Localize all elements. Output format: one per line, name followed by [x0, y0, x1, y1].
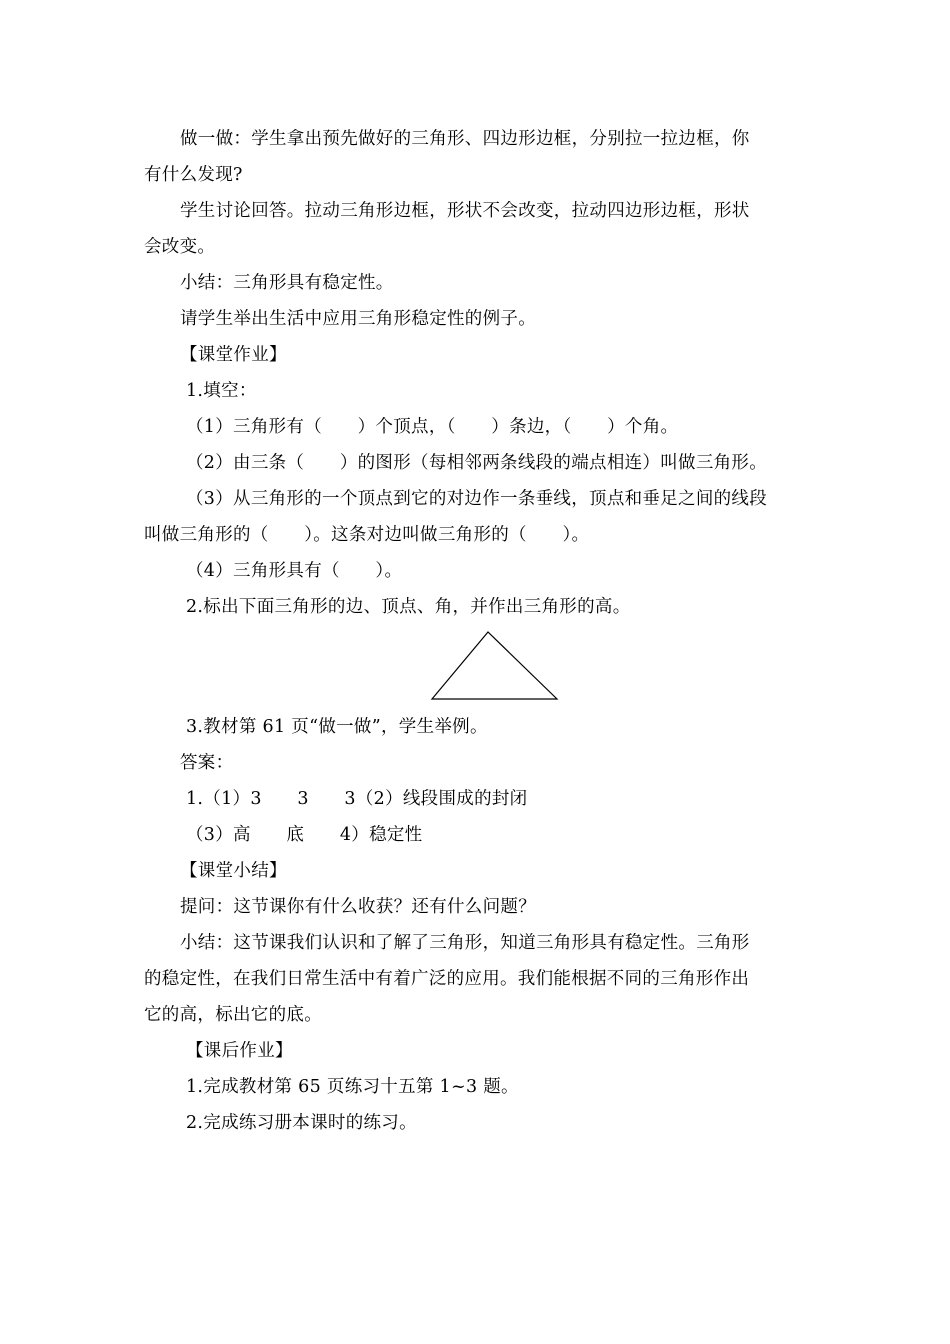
answer-line-1: 1.（1）3 3 3（2）线段围成的封闭: [186, 789, 528, 809]
section-heading-classwork: 【课堂作业】: [180, 345, 287, 365]
answer-line-2: （3）高 底 4）稳定性: [186, 825, 423, 845]
section-heading-homework: 【课后作业】: [186, 1041, 293, 1061]
section-heading-class-summary: 【课堂小结】: [180, 861, 287, 881]
summary-paragraph-line-3: 它的高，标出它的底。: [144, 1005, 322, 1025]
question-1-item-3-line-2: 叫做三角形的（ ）。这条对边叫做三角形的（ ）。: [144, 525, 590, 545]
question-3: 3.教材第 61 页“做一做”，学生举例。: [186, 717, 488, 737]
question-prompt: 提问：这节课你有什么收获？还有什么问题？: [180, 897, 536, 917]
discussion-paragraph-line-2: 会改变。: [144, 237, 216, 257]
examples-line: 请学生举出生活中应用三角形稳定性的例子。: [180, 309, 536, 329]
discussion-paragraph-line-1: 学生讨论回答。拉动三角形边框，形状不会改变，拉动四边形边框，形状: [180, 201, 750, 221]
summary-line: 小结：三角形具有稳定性。: [180, 273, 394, 293]
question-1-heading: 1.填空：: [186, 381, 257, 401]
activity-paragraph-line-1: 做一做：学生拿出预先做好的三角形、四边形边框，分别拉一拉边框，你: [180, 129, 750, 149]
question-1-item-4: （4）三角形具有（ ）。: [186, 561, 403, 581]
answers-heading: 答案：: [180, 753, 234, 773]
summary-paragraph-line-1: 小结：这节课我们认识和了解了三角形，知道三角形具有稳定性。三角形: [180, 933, 750, 953]
homework-item-1: 1.完成教材第 65 页练习十五第 1~3 题。: [186, 1077, 519, 1097]
homework-item-2: 2.完成练习册本课时的练习。: [186, 1113, 417, 1133]
question-2: 2.标出下面三角形的边、顶点、角，并作出三角形的高。: [186, 597, 631, 617]
summary-paragraph-line-2: 的稳定性，在我们日常生活中有着广泛的应用。我们能根据不同的三角形作出: [144, 969, 750, 989]
activity-paragraph-line-2: 有什么发现?: [144, 165, 243, 185]
triangle-figure: [430, 630, 560, 702]
question-1-item-2: （2）由三条（ ）的图形（每相邻两条线段的端点相连）叫做三角形。: [186, 453, 768, 473]
question-1-item-1: （1）三角形有（ ）个顶点，（ ）条边，（ ）个角。: [186, 417, 679, 437]
question-1-item-3-line-1: （3）从三角形的一个顶点到它的对边作一条垂线，顶点和垂足之间的线段: [186, 489, 768, 509]
